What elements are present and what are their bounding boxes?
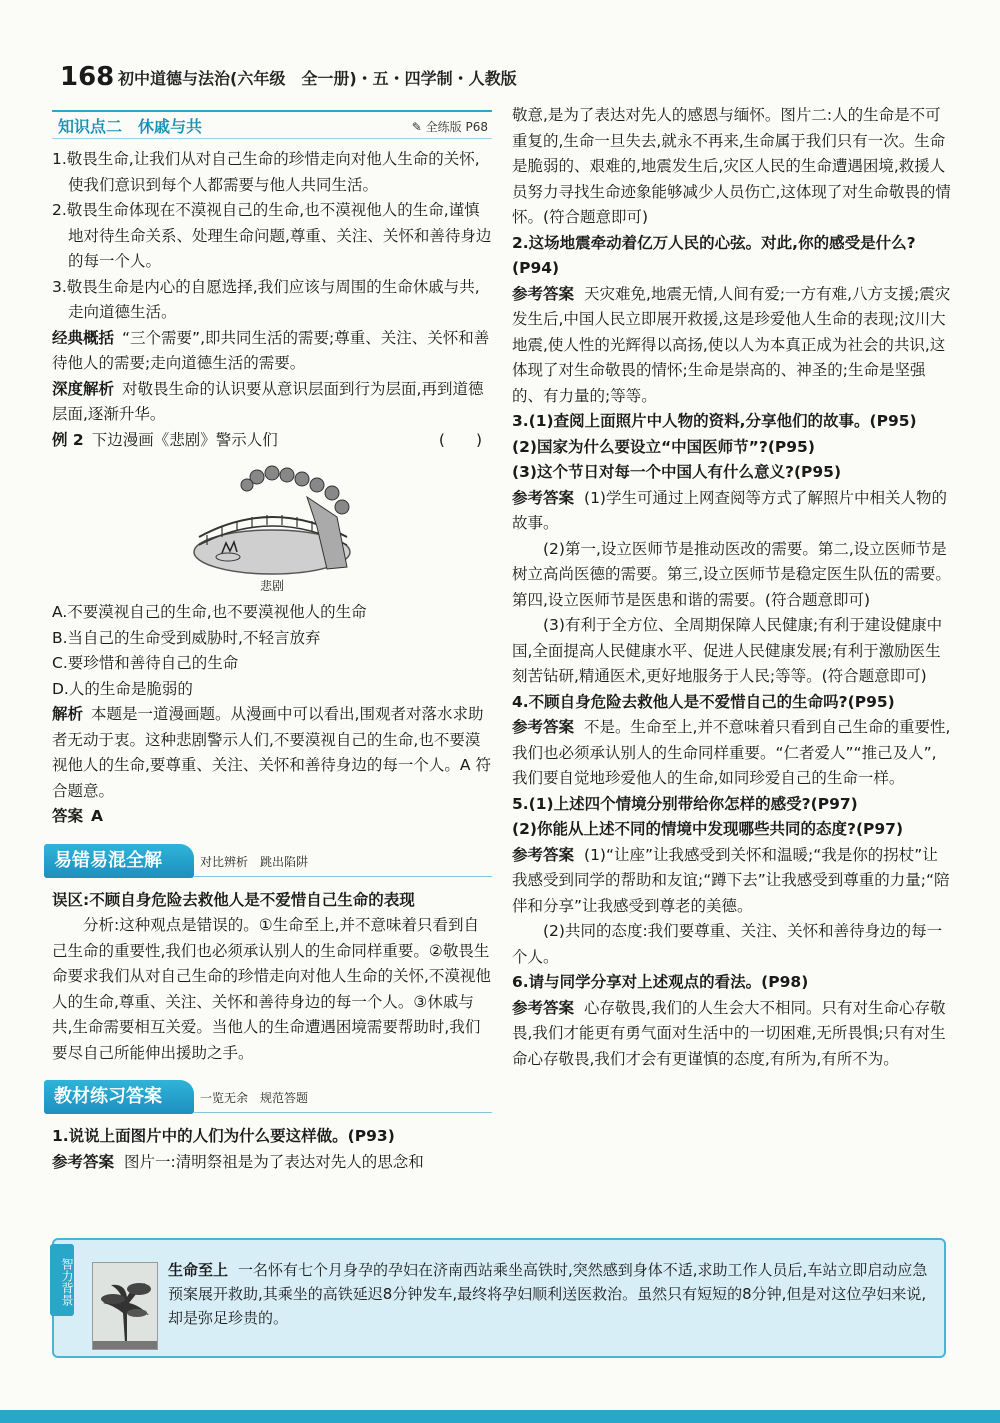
question-6-answer: 参考答案 心存敬畏,我们的人生会大不相同。只有对生命心存敬畏,我们才能更有勇气面对生活中的一切困难,无所畏惧;只有对生命心存敬畏,我们才会有更谨慎的态度,有所为,有所不为。 [512,998,946,1068]
knowledge-point-header [52,110,492,139]
analysis-text: 本题是一道漫画题。从漫画中可以看出,围观者对落水求助者无动于衷。这种悲剧警示人们,不要漠视自己的生命,也不要漠视他人的生命,要尊重、关注、关怀和善待身边的每一个人。A 符合题意。 [52,705,491,800]
answer [52,804,492,830]
answer-label: 答案 [52,807,84,825]
question-5-answer-2: (2)共同的态度:我们要尊重、关注、关怀和善待身边的每一个人。 [512,922,943,966]
textbook-banner [44,1080,492,1114]
question-1-answer: 参考答案 图片一:清明祭祖是为了表达对先人的思念和 [52,1152,424,1171]
textbook-banner-subtitle: 一览无余 规范答题 [200,1091,309,1105]
question-3-2: (2)国家为什么要设立“中国医师节”?(P95) [512,437,815,456]
question-1: 1.说说上面图片中的人们为什么要这样做。(P93) [52,1127,395,1145]
option-b: B.当自己的生命受到威胁时,不轻言放弃 [52,628,321,647]
question-5-2: (2)你能从上述不同的情境中发现哪些共同的态度?(P97) [512,820,904,838]
answer-value: A [91,807,104,825]
bottom-color-bar [0,1410,1000,1423]
question-2: 2.这场地震牵动着亿万人民的心弦。对此,你的感受是什么?(P94) [512,233,916,277]
textbook-banner-title: 教材练习答案 [44,1080,194,1114]
left-column [52,110,492,1175]
reference-answer-label: 参考答案 [52,1152,115,1171]
knowledge-point-title: 知识点二 休戚与共 [58,117,203,136]
reference-answer-label: 参考答案 [512,284,575,303]
question-3-1: 3.(1)查阅上面照片中人物的资料,分享他们的故事。(P95) [512,412,917,430]
right-column [512,103,952,1072]
question-4: 4.不顾自身危险去救他人是不爱惜自己的生命吗?(P95) [512,692,895,711]
option-a: A.不要漠视自己的生命,也不要漠视他人的生命 [52,603,367,621]
question-1-answer-continued: 敬意,是为了表达对先人的感恩与缅怀。图片二:人的生命是不可重复的,生命一旦失去,就永不再来,生命属于我们只有一次。生命是脆弱的、艰难的,地震发生后,灾区人民的生命遭遇困境,救援人员努力寻找生命迹象能够减少人员伤亡,这体现了对生命敬畏的情怀。(符合题意即可) [512,106,951,226]
analysis [52,702,492,804]
deep-analysis-label: 深度解析 [52,379,115,398]
question-3-answer-1: 参考答案 (1)学生可通过上网查阅等方式了解照片中相关人物的故事。 [512,488,947,532]
answer-bracket: ( ) [438,430,482,449]
reference-answer-label: 参考答案 [512,845,575,864]
mistake-body: 分析:这种观点是错误的。①生命至上,并不意味着只看到自己生命的重要性,我们也必须承认别人的生命同样重要。②敬畏生命要求我们从对自己生命的珍惜走向对他人生命的关怀,不漠视他人的生命,尊重、关注、关怀和善待身边的每一个人。③休戚与共,生命需要相互关爱。当他人的生命遭遇困境需要帮助时,我们要尽自己所能伸出援助之手。 [52,916,491,1062]
summary [52,326,492,377]
question-2-answer: 参考答案 天灾难免,地震无情,人间有爱;一方有难,八方支援;震灾发生后,中国人民立即展开救援,这是珍爱他人生命的表现;汶川大地震,使人性的光辉得以高扬,使以人为本真正成为社会的共识,这体现了对生命敬畏的情怀;生命是崇高的、神圣的;生命是坚强的、有力量的;等等。 [512,284,951,405]
tree-icon [93,1263,157,1349]
summary-text: “三个需要”,即共同生活的需要;尊重、关注、关怀和善待他人的需要;走向道德生活的需要。 [52,328,490,372]
background-info-title: 生命至上 [168,1261,229,1279]
comic-caption: 悲剧 [259,579,284,593]
analysis-label: 解析 [52,705,84,723]
question-5-1: 5.(1)上述四个情境分别带给你怎样的感受?(P97) [512,794,858,813]
background-info-body: 一名怀有七个月身孕的孕妇在济南西站乘坐高铁时,突然感到身体不适,求助工作人员后,车站立即启动应急预案展开救助,其乘坐的高铁延迟8分钟发车,最终将孕妇顺利送医救治。虽然只有短短的8分钟,但是对这位孕妇来说,却是弥足珍贵的。 [168,1261,928,1327]
knowledge-item: 2.敬畏生命体现在不漠视自己的生命,也不漠视他人的生命,谨慎地对待生命关系、处理生命问题,尊重、关注、关怀和善待身边的每一个人。 [52,201,492,270]
mistake-title: 误区:不顾自身危险去救他人是不爱惜自己生命的表现 [52,890,415,909]
question-3-answer-2: (2)第一,设立医师节是推动医改的需要。第二,设立医师节是树立高尚医德的需要。第三,设立医师节是稳定医生队伍的需要。第四,设立医师节是医患和谐的需要。(符合题意即可) [512,539,951,609]
question-6: 6.请与同学分享对上述观点的看法。(P98) [512,973,809,991]
pen-icon: ✎ [411,120,422,134]
mistake-banner [44,844,492,878]
page-number: 168 [60,62,115,92]
question-4-answer: 参考答案 不是。生命至上,并不意味着只看到自己生命的重要性,我们也必须承认别人的生命同样重要。“仁者爱人”“推己及人”,我们要自觉地珍爱他人的生命,如同珍爱自己的生命一样。 [512,718,951,787]
summary-label: 经典概括 [52,328,115,347]
example-label: 例 2 [52,430,84,449]
question-5-answer-1: 参考答案 (1)“让座”让我感受到关怀和温暖;“我是你的拐杖”让我感受到同学的帮助和友谊;“蹲下去”让我感受到尊重的力量;“陪伴和分享”让我感受到尊老的美德。 [512,845,950,915]
option-c: C.要珍惜和善待自己的生命 [52,654,239,672]
knowledge-item: 1.敬畏生命,让我们从对自己生命的珍惜走向对他人生命的关怀,使我们意识到每个人都需要与他人共同生活。 [52,150,480,194]
question-3-answer-3: (3)有利于全方位、全周期保障人民健康;有利于建设健康中国,全面提高人民健康水平、促进人民健康发展;有利于激励医生刻苦钻研,精通医术,更好地服务于人民;等等。(符合题意即可) [512,616,943,685]
deep-analysis-text: 对敬畏生命的认识要从意识层面到行为层面,再到道德层面,逐渐升华。 [52,379,484,423]
question-3-3: (3)这个节日对每一个中国人有什么意义?(P95) [512,463,842,481]
knowledge-item: 3.敬畏生命是内心的自愿选择,我们应该与周围的生命休戚与共,走向道德生活。 [52,277,480,321]
book-title: 初中道德与法治(六年级 全一册)・五・四学制・人教版 [118,69,517,88]
reference-answer-label: 参考答案 [512,998,575,1017]
mistake-banner-subtitle: 对比辨析 跳出陷阱 [200,854,309,869]
reference-answer-label: 参考答案 [512,718,575,736]
background-info-tab: 智力背景 [50,1244,74,1316]
deep-analysis [52,377,492,428]
example-stem: 例 2 下边漫画《悲剧》警示人们 ( ) [52,428,492,454]
reference-answer-label: 参考答案 [512,488,575,507]
bonsai-tree-image [92,1262,158,1350]
option-d: D.人的生命是脆弱的 [52,679,193,698]
comic-illustration [187,457,357,577]
knowledge-point-ref: ✎ 全练版 P68 [411,120,488,134]
background-info-text [168,1258,938,1330]
mistake-banner-title: 易错易混全解 [44,844,194,878]
